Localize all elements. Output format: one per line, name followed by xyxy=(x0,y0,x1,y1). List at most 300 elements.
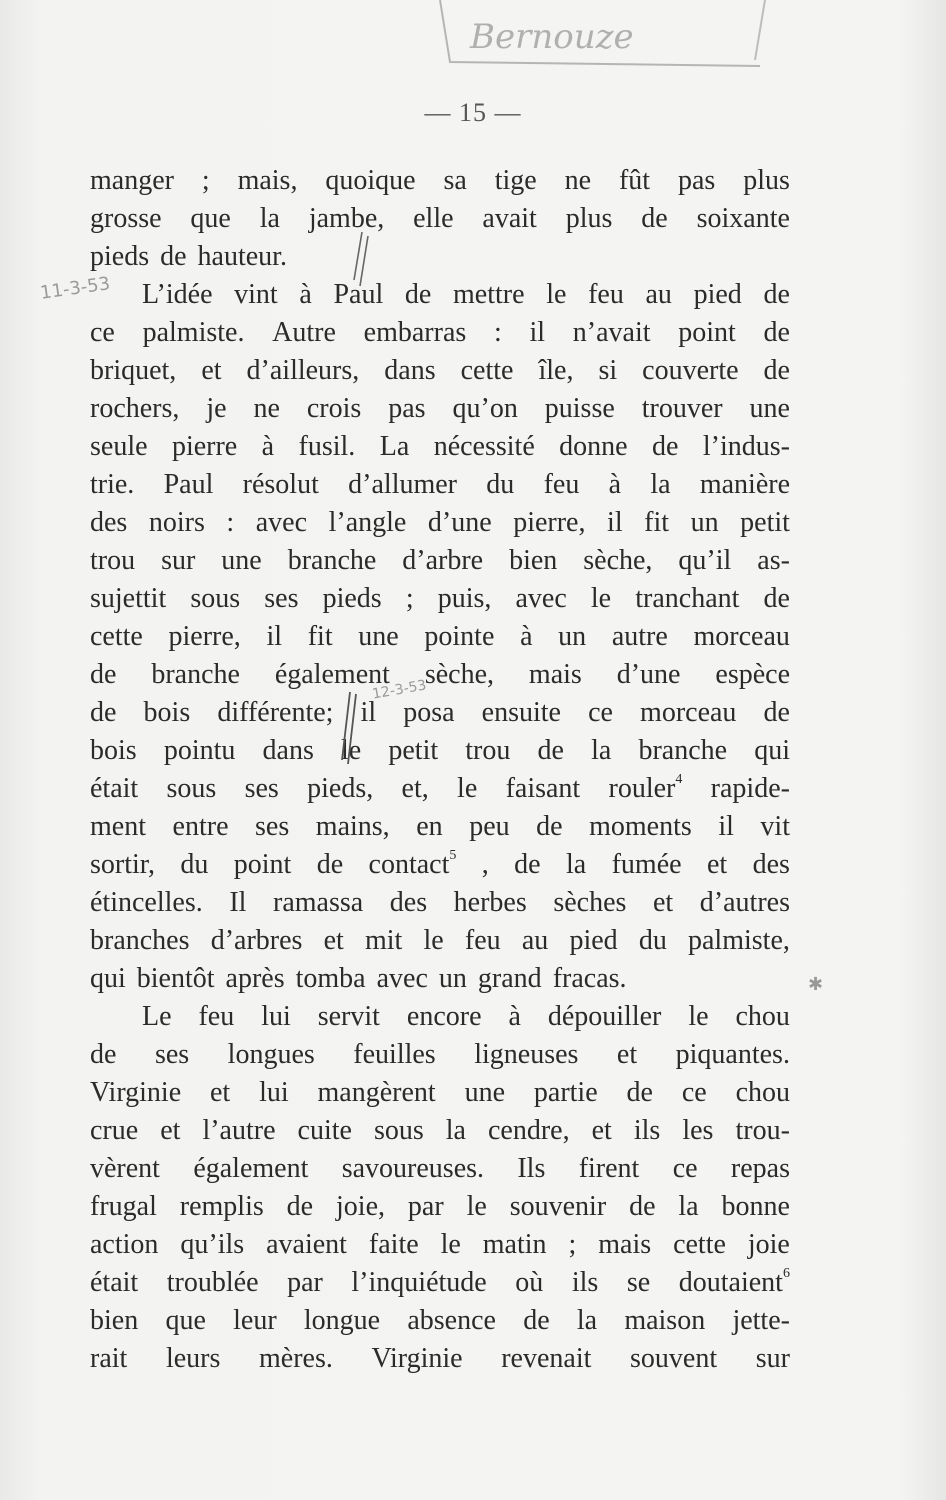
word: bientôt xyxy=(136,963,215,994)
word: doutaient$^6$ xyxy=(678,1266,790,1298)
word: de xyxy=(404,279,432,310)
word: ses xyxy=(244,773,279,804)
word: à xyxy=(520,621,533,652)
word: et xyxy=(706,849,728,880)
word: fumée xyxy=(611,849,682,880)
text-line xyxy=(90,276,790,314)
word: de xyxy=(523,1305,550,1336)
text-line xyxy=(90,1074,790,1112)
word: de xyxy=(90,697,117,728)
text-line xyxy=(90,656,790,694)
word: de xyxy=(763,279,790,310)
word: manger xyxy=(90,165,174,196)
word: ligneuses xyxy=(474,1039,579,1070)
word: ment xyxy=(90,811,146,842)
word: de xyxy=(652,431,679,462)
word: l’inquiétude xyxy=(351,1267,487,1298)
word: couverte xyxy=(642,355,739,386)
word: pieds xyxy=(90,241,150,272)
word: la xyxy=(678,1191,699,1222)
text-line xyxy=(90,466,790,504)
text-line xyxy=(90,162,790,200)
word: de xyxy=(536,811,563,842)
word: de xyxy=(763,697,790,728)
footnote-marker: 6 xyxy=(782,1266,790,1281)
word: la xyxy=(591,735,612,766)
word: qu’on xyxy=(452,393,518,424)
word: l’angle xyxy=(328,507,407,538)
word: mais, xyxy=(237,165,298,196)
word: à xyxy=(299,279,312,310)
word: souvent xyxy=(630,1343,718,1374)
text-line xyxy=(90,1150,790,1188)
word: et xyxy=(201,355,222,386)
word: l’autre xyxy=(202,1115,276,1146)
word: tomba xyxy=(295,963,366,994)
word: à xyxy=(608,469,622,500)
word: ils xyxy=(633,1115,661,1146)
word: vint xyxy=(234,279,278,310)
word: pierre, xyxy=(513,507,586,538)
word: sortir, xyxy=(90,849,155,880)
word: et xyxy=(323,925,344,956)
word: feu xyxy=(543,469,580,500)
word: des xyxy=(752,849,790,880)
word: rait xyxy=(90,1343,128,1374)
word: partie xyxy=(533,1077,598,1108)
word: ce xyxy=(588,697,613,728)
word: l’indus- xyxy=(702,431,790,462)
text-line xyxy=(90,1340,790,1378)
word: nécessité xyxy=(433,431,535,462)
word: ce xyxy=(672,1153,698,1184)
word: ils xyxy=(571,1267,599,1298)
word: moments xyxy=(589,811,692,842)
word: avait xyxy=(482,203,537,234)
word: le xyxy=(423,925,444,956)
word: ne xyxy=(564,165,592,196)
word: sa xyxy=(443,165,467,196)
word: frugal xyxy=(90,1191,157,1222)
word: , xyxy=(481,849,489,880)
word: entre xyxy=(172,811,229,842)
word: trou xyxy=(90,545,136,576)
word: je xyxy=(206,393,227,424)
star-mark-icon: ✱ xyxy=(808,974,824,994)
word: où xyxy=(515,1267,544,1298)
word: étincelles. xyxy=(90,887,203,918)
word: lui xyxy=(259,1077,289,1108)
word: d’une xyxy=(616,659,681,690)
word: branche xyxy=(638,735,728,766)
word: de xyxy=(286,1191,314,1222)
word: crue xyxy=(90,1115,139,1146)
word: pied xyxy=(693,279,742,310)
text-line xyxy=(90,960,790,998)
word: mais xyxy=(528,659,582,690)
word: embarras xyxy=(363,317,467,348)
word: de xyxy=(641,203,668,234)
word: bois xyxy=(143,697,191,728)
word: pointu xyxy=(163,735,236,766)
word: petit xyxy=(740,507,790,538)
word: d’une xyxy=(427,507,492,538)
word: il xyxy=(718,811,734,842)
word: avec xyxy=(515,583,567,614)
word: fracas. xyxy=(552,963,627,994)
text-line xyxy=(90,846,790,884)
text-line xyxy=(90,238,790,276)
word: feuilles xyxy=(353,1039,436,1070)
word: souvenir xyxy=(509,1191,607,1222)
text-line xyxy=(90,390,790,428)
word: jette- xyxy=(732,1305,790,1336)
word: quoique xyxy=(325,165,416,196)
word: absence xyxy=(407,1305,496,1336)
word: fût xyxy=(618,165,651,196)
word: un xyxy=(438,963,467,994)
word: : xyxy=(493,317,502,348)
word: mettre xyxy=(453,279,525,310)
text-line xyxy=(90,618,790,656)
word: et xyxy=(616,1039,638,1070)
word: en xyxy=(416,811,443,842)
word: ne xyxy=(253,393,280,424)
word: le xyxy=(546,279,567,310)
word: joie, xyxy=(336,1191,386,1222)
word: peu xyxy=(469,811,510,842)
word: rapide- xyxy=(710,773,790,804)
word: Paul xyxy=(333,279,384,310)
word: seule xyxy=(90,431,148,462)
word: des xyxy=(90,507,128,538)
word: vèrent xyxy=(90,1153,160,1184)
word: fusil. xyxy=(298,431,356,462)
word: bien xyxy=(90,1305,139,1336)
text-line xyxy=(90,428,790,466)
word: branche xyxy=(287,545,377,576)
word: branches xyxy=(90,925,190,956)
text-line xyxy=(90,314,790,352)
word: de xyxy=(90,659,117,690)
word: palmiste, xyxy=(688,925,790,956)
text-line xyxy=(90,694,790,732)
word: la xyxy=(259,203,280,234)
word: que xyxy=(165,1305,206,1336)
word: au xyxy=(521,925,549,956)
word: autre xyxy=(611,621,668,652)
word: ; xyxy=(568,1229,577,1260)
word: bois xyxy=(90,735,137,766)
word: le xyxy=(688,1001,709,1032)
word: ensuite xyxy=(481,697,561,728)
word: remplis xyxy=(179,1191,264,1222)
text-line xyxy=(90,580,790,618)
word: cuite xyxy=(297,1115,352,1146)
word: Virginie xyxy=(371,1343,463,1374)
word: et xyxy=(160,1115,181,1146)
word: faisant xyxy=(505,773,581,804)
word: et xyxy=(591,1115,612,1146)
word: point xyxy=(233,849,292,880)
word: pointe xyxy=(424,621,495,652)
word: résolut xyxy=(242,469,319,500)
word: mais xyxy=(598,1229,652,1260)
text-line xyxy=(90,1036,790,1074)
word: pierre xyxy=(171,431,238,462)
word: une xyxy=(358,621,399,652)
footnote-marker: 5 xyxy=(449,848,457,863)
word: longue xyxy=(303,1305,381,1336)
word: il xyxy=(607,507,623,538)
word: de xyxy=(160,241,187,272)
word: il xyxy=(266,621,283,652)
word: mères. xyxy=(259,1343,333,1374)
word: que xyxy=(190,203,231,234)
word: Paul xyxy=(163,469,214,500)
body-text xyxy=(90,162,790,1378)
word: au xyxy=(645,279,672,310)
word: posa xyxy=(403,697,455,728)
word: noirs xyxy=(148,507,205,538)
word: pied xyxy=(569,925,618,956)
word: à xyxy=(508,1001,521,1032)
text-line xyxy=(90,1226,790,1264)
word: la xyxy=(445,1115,466,1146)
word: feu xyxy=(464,925,501,956)
word: pierre, xyxy=(168,621,241,652)
word: de xyxy=(316,849,344,880)
word: : xyxy=(226,507,235,538)
word: sur xyxy=(755,1343,790,1374)
word: également xyxy=(193,1153,309,1184)
word: des xyxy=(389,887,428,918)
word: avaient xyxy=(266,1229,347,1260)
word: de xyxy=(763,317,790,348)
word: leur xyxy=(233,1305,277,1336)
word: sèche, xyxy=(583,545,653,576)
word: une xyxy=(749,393,790,424)
word: trie. xyxy=(90,469,135,500)
word: cette xyxy=(90,621,143,652)
word: sous xyxy=(166,773,217,804)
text-line xyxy=(90,1264,790,1302)
text-line xyxy=(90,998,790,1036)
word: Le xyxy=(142,1001,172,1032)
word: hauteur. xyxy=(197,241,287,272)
word: si xyxy=(598,355,618,386)
word: ; xyxy=(201,165,210,196)
word: pas xyxy=(677,165,716,196)
word: avec xyxy=(376,963,428,994)
text-line xyxy=(90,922,790,960)
word: donne xyxy=(559,431,628,462)
word: d’ailleurs, xyxy=(246,355,360,386)
word: repas xyxy=(730,1153,790,1184)
word: morceau xyxy=(693,621,790,652)
text-line xyxy=(90,504,790,542)
word: île, xyxy=(538,355,574,386)
word: rochers, xyxy=(90,393,180,424)
word: Autre xyxy=(272,317,336,348)
word: as- xyxy=(757,545,790,576)
word: il xyxy=(360,697,377,728)
word: d’arbres xyxy=(210,925,303,956)
word: trou xyxy=(465,735,511,766)
word: sèche, xyxy=(424,659,495,690)
word: était xyxy=(90,773,139,804)
word: rouler$^4$ xyxy=(608,772,683,804)
word: herbes xyxy=(453,887,527,918)
word: de xyxy=(90,1039,117,1070)
word: les xyxy=(682,1115,714,1146)
word: sous xyxy=(190,583,241,614)
word: qu’ils xyxy=(180,1229,245,1260)
word: une xyxy=(221,545,262,576)
word: cette xyxy=(460,355,514,386)
word: point xyxy=(678,317,736,348)
text-line xyxy=(90,200,790,238)
word: par xyxy=(287,1267,323,1298)
word: pieds xyxy=(322,583,382,614)
word: ce xyxy=(90,317,115,348)
word: dans xyxy=(262,735,314,766)
word: leurs xyxy=(165,1343,221,1374)
word: maison xyxy=(624,1305,706,1336)
word: cette xyxy=(673,1229,726,1260)
word: lui xyxy=(261,1001,291,1032)
word: la xyxy=(650,469,671,500)
word: du xyxy=(638,925,667,956)
word: vit xyxy=(760,811,790,842)
text-line xyxy=(90,1112,790,1150)
word: cendre, xyxy=(488,1115,570,1146)
word: après xyxy=(225,963,285,994)
word: sous xyxy=(373,1115,424,1146)
word: puisse xyxy=(544,393,615,424)
word: Il xyxy=(229,887,247,918)
word: plus xyxy=(565,203,613,234)
word: et, xyxy=(401,773,429,804)
word: la xyxy=(566,849,587,880)
text-line xyxy=(90,884,790,922)
word: dans xyxy=(384,355,436,386)
word: de xyxy=(629,1191,656,1222)
word: tranchant xyxy=(635,583,740,614)
word: morceau xyxy=(640,697,737,728)
word: chou xyxy=(735,1077,790,1108)
text-line xyxy=(90,1188,790,1226)
word: et xyxy=(652,887,674,918)
word: chou xyxy=(735,1001,790,1032)
word: le xyxy=(440,1229,461,1260)
word: ce xyxy=(681,1077,707,1108)
word: sur xyxy=(161,545,196,576)
word: La xyxy=(379,431,410,462)
word: dépouiller xyxy=(547,1001,662,1032)
word: ses xyxy=(255,811,290,842)
word: trouver xyxy=(641,393,723,424)
word: le xyxy=(341,735,362,766)
word: un xyxy=(558,621,587,652)
word: troublée xyxy=(166,1267,259,1298)
word: jambe, xyxy=(308,203,385,234)
word: plus xyxy=(743,165,790,196)
inline-date-note: 12-3-53 xyxy=(371,677,428,703)
text-line xyxy=(90,770,790,808)
word: bonne xyxy=(721,1191,790,1222)
text-line xyxy=(90,808,790,846)
word: qui xyxy=(754,735,790,766)
word: d’allumer xyxy=(348,469,457,500)
word: qu’il xyxy=(678,545,732,576)
word: faite xyxy=(368,1229,419,1260)
page-number: — 15 — xyxy=(424,98,522,127)
word: tige xyxy=(494,165,537,196)
word: feu xyxy=(198,1001,235,1032)
word: crois xyxy=(306,393,362,424)
text-line xyxy=(90,732,790,770)
word: matin xyxy=(482,1229,547,1260)
word: n’avait xyxy=(572,317,651,348)
word: le xyxy=(457,773,478,804)
word: Virginie xyxy=(90,1077,182,1108)
word: était xyxy=(90,1267,139,1298)
word: sujettit xyxy=(90,583,167,614)
word: manière xyxy=(699,469,790,500)
word: il xyxy=(529,317,546,348)
word: fit xyxy=(307,621,333,652)
word: branche xyxy=(151,659,240,690)
word: pas xyxy=(388,393,426,424)
word: se xyxy=(626,1267,651,1298)
word: servit xyxy=(317,1001,380,1032)
word: du xyxy=(486,469,515,500)
word: ramassa xyxy=(273,887,364,918)
word: le xyxy=(466,1191,487,1222)
word: de xyxy=(626,1077,653,1108)
word: d’arbre xyxy=(402,545,484,576)
word: pieds, xyxy=(307,773,374,804)
text-line xyxy=(90,542,790,580)
word: ; xyxy=(405,583,414,614)
footnote-marker: 4 xyxy=(675,772,683,787)
word: un xyxy=(690,507,719,538)
word: également xyxy=(274,659,390,690)
word: savoureuses. xyxy=(341,1153,485,1184)
word: du xyxy=(180,849,209,880)
text-line xyxy=(90,1302,790,1340)
word: avec xyxy=(255,507,308,538)
word: joie xyxy=(747,1229,790,1260)
word: espèce xyxy=(715,659,790,690)
word: sèches xyxy=(553,887,627,918)
word: trou- xyxy=(735,1115,790,1146)
word: briquet, xyxy=(90,355,177,386)
handwritten-stamp xyxy=(430,0,780,70)
word: et xyxy=(210,1077,231,1108)
margin-date-note: 11-3-53 xyxy=(38,273,112,304)
word: qui xyxy=(90,963,126,994)
word: Ils xyxy=(517,1153,546,1184)
word: différente; xyxy=(217,697,334,728)
word: longues xyxy=(227,1039,315,1070)
word: elle xyxy=(413,203,454,234)
word: ses xyxy=(154,1039,190,1070)
word: mit xyxy=(364,925,403,956)
word: soixante xyxy=(696,203,790,234)
word: revenait xyxy=(501,1343,592,1374)
